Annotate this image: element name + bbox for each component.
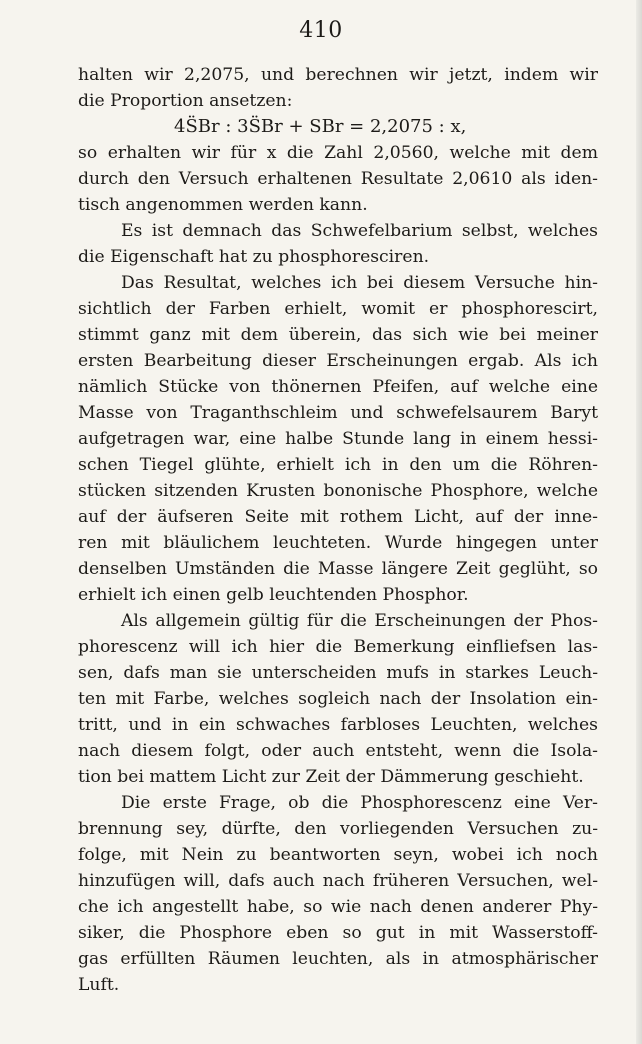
text-line: phorescenz will ich hier die Bemerkung einfliefsen las-	[78, 637, 598, 657]
text-line: die Proportion ansetzen:	[78, 91, 293, 111]
text-line: halten wir 2,2075, und berechnen wir jetzt, indem wir	[78, 65, 598, 85]
text-line: nach diesem folgt, oder auch entsteht, wenn die Isola-	[78, 741, 598, 761]
proportion-formula: 4S̈Br : 3S̈Br + SBr = 2,2075 : x,	[174, 116, 467, 137]
paragraph-start: Die erste Frage, ob die Phosphorescenz eine Ver-	[121, 793, 598, 813]
text-line: tion bei mattem Licht zur Zeit der Dämmerung geschieht.	[78, 767, 584, 787]
text-line: sen, dafs man sie unterscheiden mufs in starkes Leuch-	[78, 663, 598, 683]
page-edge	[636, 0, 642, 1044]
text-line: che ich angestellt habe, so wie nach denen anderer Phy-	[78, 897, 598, 917]
text-line: folge, mit Nein zu beantworten seyn, wobei ich noch	[78, 845, 598, 865]
text-line: erhielt ich einen gelb leuchtenden Phosphor.	[78, 585, 469, 605]
paragraph-start: Es ist demnach das Schwefelbarium selbst, welches	[121, 221, 598, 241]
text-line: die Eigenschaft hat zu phosphoresciren.	[78, 247, 430, 267]
page-number: 410	[299, 18, 343, 43]
body-text	[78, 62, 598, 998]
text-line: ersten Bearbeitung dieser Erscheinungen ergab. Als ich	[78, 351, 598, 371]
text-line: nämlich Stücke von thönernen Pfeifen, auf welche eine	[78, 377, 598, 397]
paragraph-start: Das Resultat, welches ich bei diesem Versuche hin-	[121, 273, 598, 293]
text-line: tritt, und in ein schwaches farbloses Leuchten, welches	[78, 715, 598, 735]
text-line: Luft.	[78, 975, 120, 995]
text-line: sichtlich der Farben erhielt, womit er phosphorescirt,	[78, 299, 598, 319]
text-line: stimmt ganz mit dem überein, das sich wie bei meiner	[78, 325, 598, 345]
text-line: siker, die Phosphore eben so gut in mit Wasserstoff-	[78, 923, 598, 943]
text-line: gas erfüllten Räumen leuchten, als in atmosphärischer	[78, 949, 598, 969]
text-line: tisch angenommen werden kann.	[78, 195, 368, 215]
text-line: Masse von Traganthschleim und schwefelsaurem Baryt	[78, 403, 598, 423]
text-line: ten mit Farbe, welches sogleich nach der Insolation ein-	[78, 689, 598, 709]
text-line: denselben Umständen die Masse längere Zeit geglüht, so	[78, 559, 598, 579]
text-line: stücken sitzenden Krusten bononische Phosphore, welche	[78, 481, 598, 501]
text-line: auf der äufseren Seite mit rothem Licht, auf der inne-	[78, 507, 598, 527]
text-line: brennung sey, dürfte, den vorliegenden Versuchen zu-	[78, 819, 598, 839]
text-line: hinzufügen will, dafs auch nach früheren Versuchen, wel-	[78, 871, 598, 891]
text-line: durch den Versuch erhaltenen Resultate 2,0610 als iden-	[78, 169, 598, 189]
text-line: so erhalten wir für x die Zahl 2,0560, welche mit dem	[78, 143, 598, 163]
text-line: schen Tiegel glühte, erhielt ich in den um die Röhren-	[78, 455, 598, 475]
text-line: aufgetragen war, eine halbe Stunde lang in einem hessi-	[78, 429, 598, 449]
paragraph-start: Als allgemein gültig für die Erscheinungen der Phos-	[121, 611, 598, 631]
text-line: ren mit bläulichem leuchteten. Wurde hingegen unter	[78, 533, 598, 553]
